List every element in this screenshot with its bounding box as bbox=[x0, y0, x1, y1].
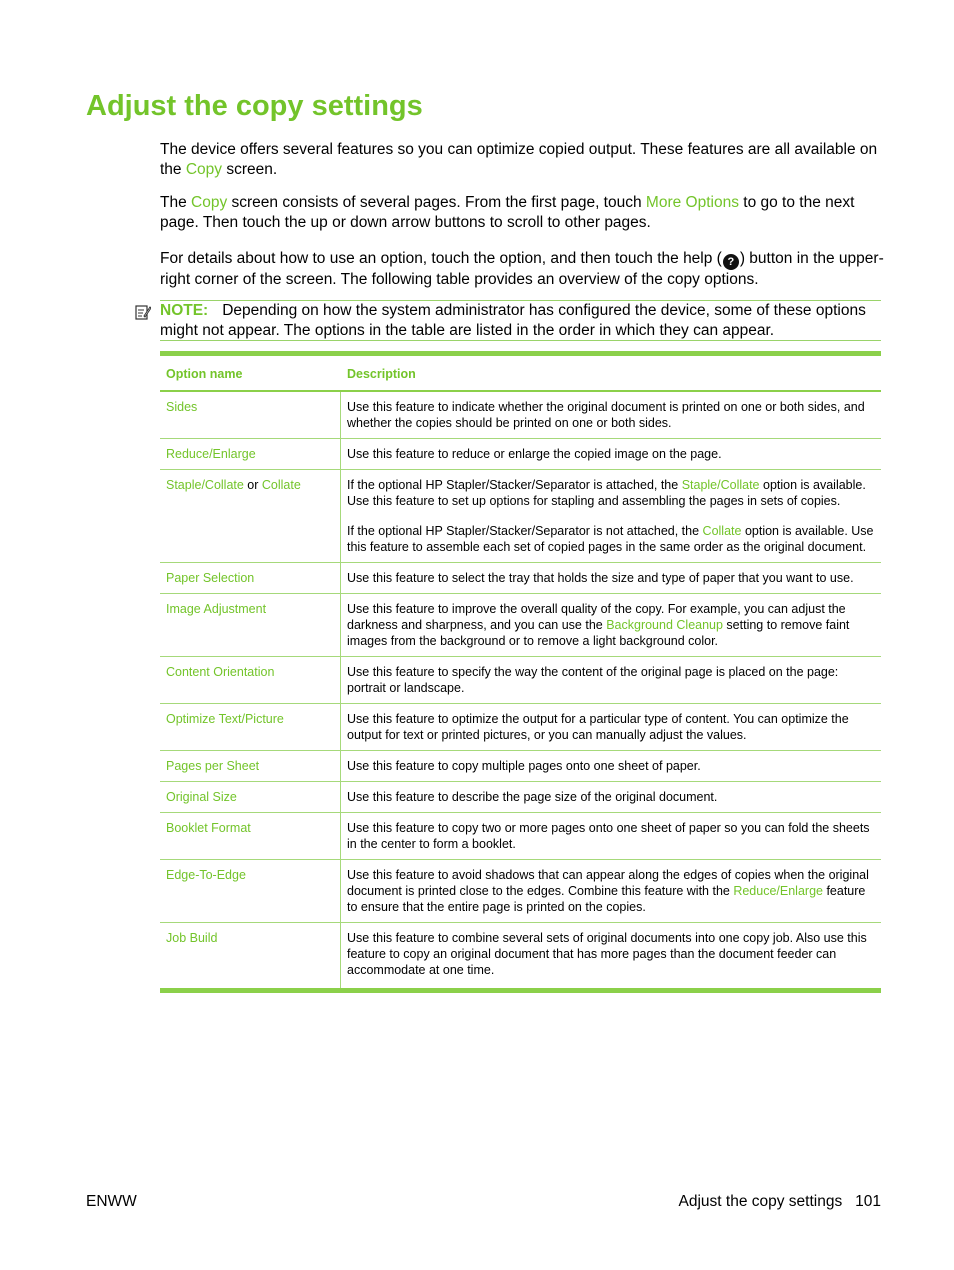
table-row bbox=[160, 563, 881, 594]
option-description: Use this feature to indicate whether the original document is printed on one or both sides, and whether the copies should be printed on one or both sides. bbox=[341, 391, 882, 439]
option-name: Edge-To-Edge bbox=[160, 860, 341, 923]
copy-screen-link: Copy bbox=[185, 160, 223, 178]
option-description: Use this feature to combine several sets of original documents into one copy job. Also use this feature to copy an original document that has more pages than the document feeder can accommodate at one time. bbox=[347, 931, 867, 977]
option-name: Original Size bbox=[160, 782, 341, 813]
option-description: Use this feature to reduce or enlarge the copied image on the page. bbox=[341, 439, 882, 470]
table-row bbox=[160, 751, 881, 782]
option-description: Use this feature to avoid shadows that can appear along the edges of copies when the original document is printed close to the edges. Combine this feature with the Reduce/Enlarge feature to ensure that the entire page is printed on the copies. bbox=[341, 860, 882, 923]
table-row bbox=[160, 439, 881, 470]
copy-screen-link: Copy bbox=[191, 194, 228, 211]
option-name: Content Orientation bbox=[160, 657, 341, 704]
option-description: Use this feature to specify the way the content of the original page is placed on the page: portrait or landscape. bbox=[341, 657, 882, 704]
option-name: Booklet Format bbox=[160, 813, 341, 860]
table-row bbox=[160, 813, 881, 860]
option-name: Job Build bbox=[160, 923, 341, 991]
option-name: Reduce/Enlarge bbox=[160, 439, 341, 470]
table-row bbox=[160, 860, 881, 923]
option-name: Pages per Sheet bbox=[160, 751, 341, 782]
intro-paragraph-2: The Copy screen consists of several pages. From the first page, touch More Options to go to the next page. Then touch the up or down arrow buttons to scroll to other pages. bbox=[160, 194, 855, 231]
table-row bbox=[160, 782, 881, 813]
option-name: Image Adjustment bbox=[160, 594, 341, 657]
copy-options-table bbox=[160, 351, 881, 993]
footer-right: Adjust the copy settings 101 bbox=[678, 1193, 881, 1210]
note-label: NOTE: bbox=[160, 302, 209, 319]
table-row bbox=[160, 470, 881, 563]
intro-paragraph-1: The device offers several features so you can optimize copied output. These features are all available on the Copy screen. bbox=[160, 141, 878, 178]
table-row bbox=[160, 657, 881, 704]
table-row bbox=[160, 391, 881, 439]
note-pencil-icon bbox=[135, 304, 151, 321]
option-description: Use this feature to select the tray that holds the size and type of paper that you want to use. bbox=[341, 563, 882, 594]
option-description: Use this feature to copy two or more pages onto one sheet of paper so you can fold the sheets in the center to form a booklet. bbox=[341, 813, 882, 860]
table-row bbox=[160, 594, 881, 657]
table-row bbox=[160, 704, 881, 751]
option-name: Paper Selection bbox=[160, 563, 341, 594]
help-icon: ? bbox=[723, 254, 739, 270]
option-description: If the optional HP Stapler/Stacker/Separator is attached, the Staple/Collate option is available. Use this feature to set up options for stapling and assembling the pages in sets of copies. If the optional HP Stapler/Stacker/Separator is not attached, the Collate option is available. Use this feature to assemble each set of copied pages in the same order as the original document. bbox=[341, 470, 882, 563]
option-name: Staple/Collate or Collate bbox=[160, 470, 341, 563]
note-text: Depending on how the system administrator has configured the device, some of these options might not appear. The options in the table are listed in the order in which they can appear. bbox=[160, 302, 866, 339]
page-title: Adjust the copy settings bbox=[86, 90, 423, 122]
column-header-description: Description bbox=[341, 354, 882, 392]
option-description: Use this feature to describe the page size of the original document. bbox=[341, 782, 882, 813]
option-description: Use this feature to improve the overall quality of the copy. For example, you can adjust the darkness and sharpness, and you can use the Background Cleanup setting to remove faint images from the background or to remove a light background color. bbox=[341, 594, 882, 657]
note-box bbox=[160, 300, 881, 341]
option-description: Use this feature to optimize the output for a particular type of content. You can optimize the output for text or printed pictures, or you can manually adjust the values. bbox=[341, 704, 882, 751]
more-options-link: More Options bbox=[645, 194, 739, 211]
option-description: Use this feature to copy multiple pages onto one sheet of paper. bbox=[341, 751, 882, 782]
option-name: Sides bbox=[160, 391, 341, 439]
option-name: Optimize Text/Picture bbox=[160, 704, 341, 751]
intro-paragraph-3: For details about how to use an option, touch the option, and then touch the help ( ? ) button in the upper-right corner of the screen. The following table provides an overview of the copy options. bbox=[160, 250, 884, 288]
table-header-row bbox=[160, 354, 881, 392]
footer-left: ENWW bbox=[86, 1193, 137, 1210]
column-header-option-name: Option name bbox=[160, 354, 341, 392]
table-row bbox=[160, 923, 881, 991]
